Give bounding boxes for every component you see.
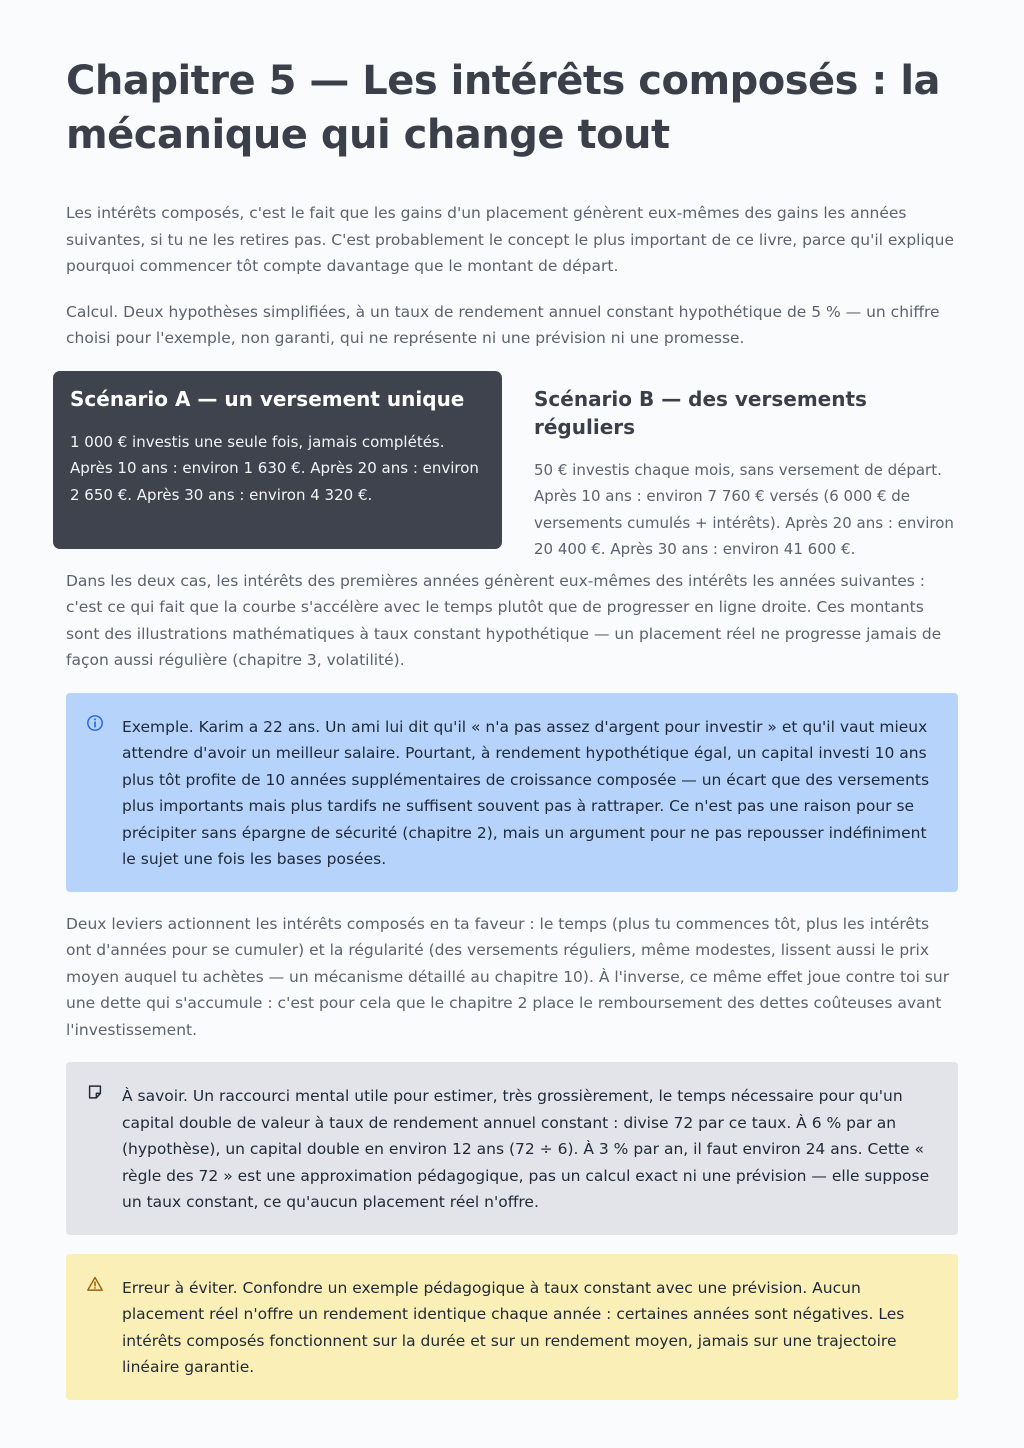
scenario-a-text: 1 000 € investis une seule fois, jamais complétés. Après 10 ans : environ 1 630 €. Après 20 ans : environ 2 650 €. Après 30 ans : environ 4 320 €. (70, 432, 479, 504)
scenario-a-title: Scénario A — un versement unique (70, 386, 465, 411)
warning-callout (66, 1254, 958, 1400)
both-cases-paragraph: Dans les deux cas, les intérêts des premières années génèrent eux-mêmes des intérêts les années suivantes : c'est ce qui fait que la courbe s'accélère avec le temps plutôt que de progresser en ligne droite. Ces montants sont des illustrations mathématiques à taux constant hypothétique — un placement réel ne progresse jamais de façon aussi régulière (chapitre 3, volatilité). (66, 571, 942, 669)
scenario-a-card (53, 371, 502, 549)
scenario-b-title: Scénario B — des versements réguliers (534, 386, 867, 439)
scenarios-section (53, 371, 958, 558)
note-icon (86, 1083, 104, 1101)
note-text: À savoir. Un raccourci mental utile pour estimer, très grossièrement, le temps nécessaire pour qu'un capital double de valeur à taux de rendement annuel constant : divise 72 par ce taux. À 6 % par an (hypothèse), un capital double en environ 12 ans (72 ÷ 6). À 3 % par an, il faut environ 24 ans. Cette « règle des 72 » est une approximation pédagogique, pas un calcul exact ni une prévision — elle suppose un taux constant, ce qu'aucun placement réel n'offre. (122, 1087, 930, 1211)
scenario-b-text: 50 € investis chaque mois, sans versement de départ. Après 10 ans : environ 7 760 € versés (6 000 € de versements cumulés + intérêts). Après 20 ans : environ 20 400 €. Après 30 ans : environ 41 600 €. (534, 460, 954, 558)
info-icon (86, 714, 104, 732)
warning-text: Erreur à éviter. Confondre un exemple pédagogique à taux constant avec une prévision. Aucun placement réel n'offre un rendement identique chaque année : certaines années sont négatives. Les intérêts composés fonctionnent sur la durée et sur un rendement moyen, jamais sur une trajectoire linéaire garantie. (122, 1278, 905, 1376)
example-text: Exemple. Karim a 22 ans. Un ami lui dit qu'il « n'a pas assez d'argent pour investir » et qu'il vaut mieux attendre d'avoir un meilleur salaire. Pourtant, à rendement hypothétique égal, un capital investi 10 ans plus tôt profite de 10 années supplémentaires de croissance composée — un écart que des versements plus importants mais plus tardifs ne suffisent souvent pas à rattraper. Ce n'est pas une raison pour se précipiter sans épargne de sécurité (chapitre 2), mais un argument pour ne pas repousser indéfiniment le sujet une fois les bases posées. (122, 717, 930, 868)
scenario-b-card (534, 371, 964, 558)
note-callout (66, 1062, 958, 1235)
example-callout (66, 693, 958, 892)
levers-paragraph: Deux leviers actionnent les intérêts composés en ta faveur : le temps (plus tu commences tôt, plus les intérêts ont d'années pour se cumuler) et la régularité (des versements réguliers, même modestes, lissent aussi le prix moyen auquel tu achètes — un mécanisme détaillé au chapitre 10). À l'inverse, ce même effet joue contre toi sur une dette qui s'accumule : c'est pour cela que le chapitre 2 place le remboursement des dettes coûteuses avant l'investissement. (66, 914, 950, 1039)
intro-paragraph: Les intérêts composés, c'est le fait que les gains d'un placement génèrent eux-mêmes des gains les années suivantes, si tu ne les retires pas. C'est probablement le concept le plus important de ce livre, parce qu'il explique pourquoi commencer tôt compte davantage que le montant de départ. (66, 204, 954, 275)
chapter-title: Chapitre 5 — Les intérêts composés : la mécanique qui change tout (66, 58, 941, 158)
warning-icon (86, 1275, 104, 1293)
calculation-paragraph: Calcul. Deux hypothèses simplifiées, à un taux de rendement annuel constant hypothétique de 5 % — un chiffre choisi pour l'exemple, non garanti, qui ne représente ni une prévision ni une promesse. (66, 302, 940, 347)
